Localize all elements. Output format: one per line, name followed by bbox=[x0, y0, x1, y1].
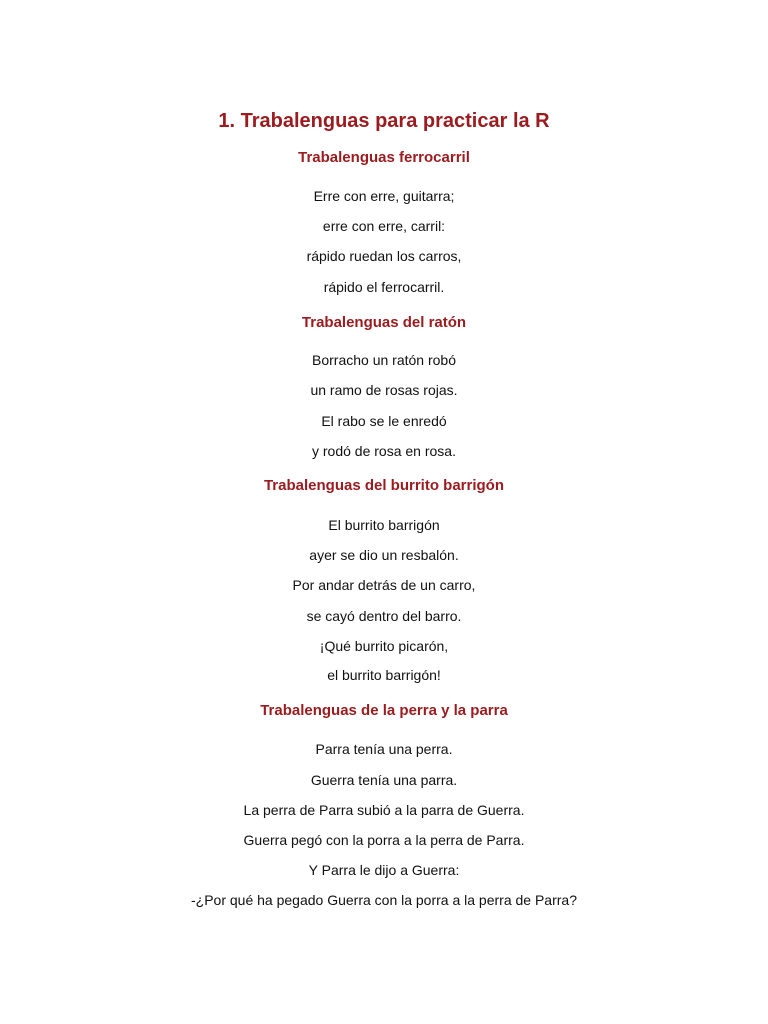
verse-line: Borracho un ratón robó bbox=[312, 352, 456, 368]
section-heading-raton: Trabalenguas del ratón bbox=[301, 314, 467, 331]
verse-line: se cayó dentro del barro. bbox=[306, 608, 462, 624]
verse-line: un ramo de rosas rojas. bbox=[310, 382, 458, 398]
verse-line: Por andar detrás de un carro, bbox=[292, 577, 476, 593]
verse-line: El burrito barrigón bbox=[328, 517, 440, 533]
verse-line: Erre con erre, guitarra; bbox=[313, 188, 455, 204]
verse-line: ¡Qué burrito picarón, bbox=[319, 638, 449, 654]
verse-line: rápido el ferrocarril. bbox=[323, 279, 445, 295]
verse-line: ayer se dio un resbalón. bbox=[309, 547, 459, 563]
verse-line: y rodó de rosa en rosa. bbox=[312, 443, 456, 459]
verse-line: rápido ruedan los carros, bbox=[306, 248, 462, 264]
verse-line: Parra tenía una perra. bbox=[315, 741, 453, 757]
verse-line: erre con erre, carril: bbox=[322, 218, 446, 234]
verse-line: -¿Por qué ha pegado Guerra con la porra a la perra de Parra? bbox=[190, 892, 577, 908]
section-heading-perra-parra: Trabalenguas de la perra y la parra bbox=[260, 702, 508, 719]
section-heading-burrito-barrigon: Trabalenguas del burrito barrigón bbox=[263, 477, 505, 494]
verse-line: Guerra tenía una parra. bbox=[310, 772, 458, 788]
section-heading-ferrocarril: Trabalenguas ferrocarril bbox=[298, 149, 470, 166]
verse-line: Y Parra le dijo a Guerra: bbox=[308, 862, 460, 878]
verse-line: Guerra pegó con la porra a la perra de Parra. bbox=[243, 832, 525, 848]
page-title: 1. Trabalenguas para practicar la R bbox=[218, 110, 550, 132]
verse-line: La perra de Parra subió a la parra de Guerra. bbox=[243, 802, 525, 818]
verse-line: el burrito barrigón! bbox=[327, 667, 441, 683]
verse-line: El rabo se le enredó bbox=[321, 413, 447, 429]
